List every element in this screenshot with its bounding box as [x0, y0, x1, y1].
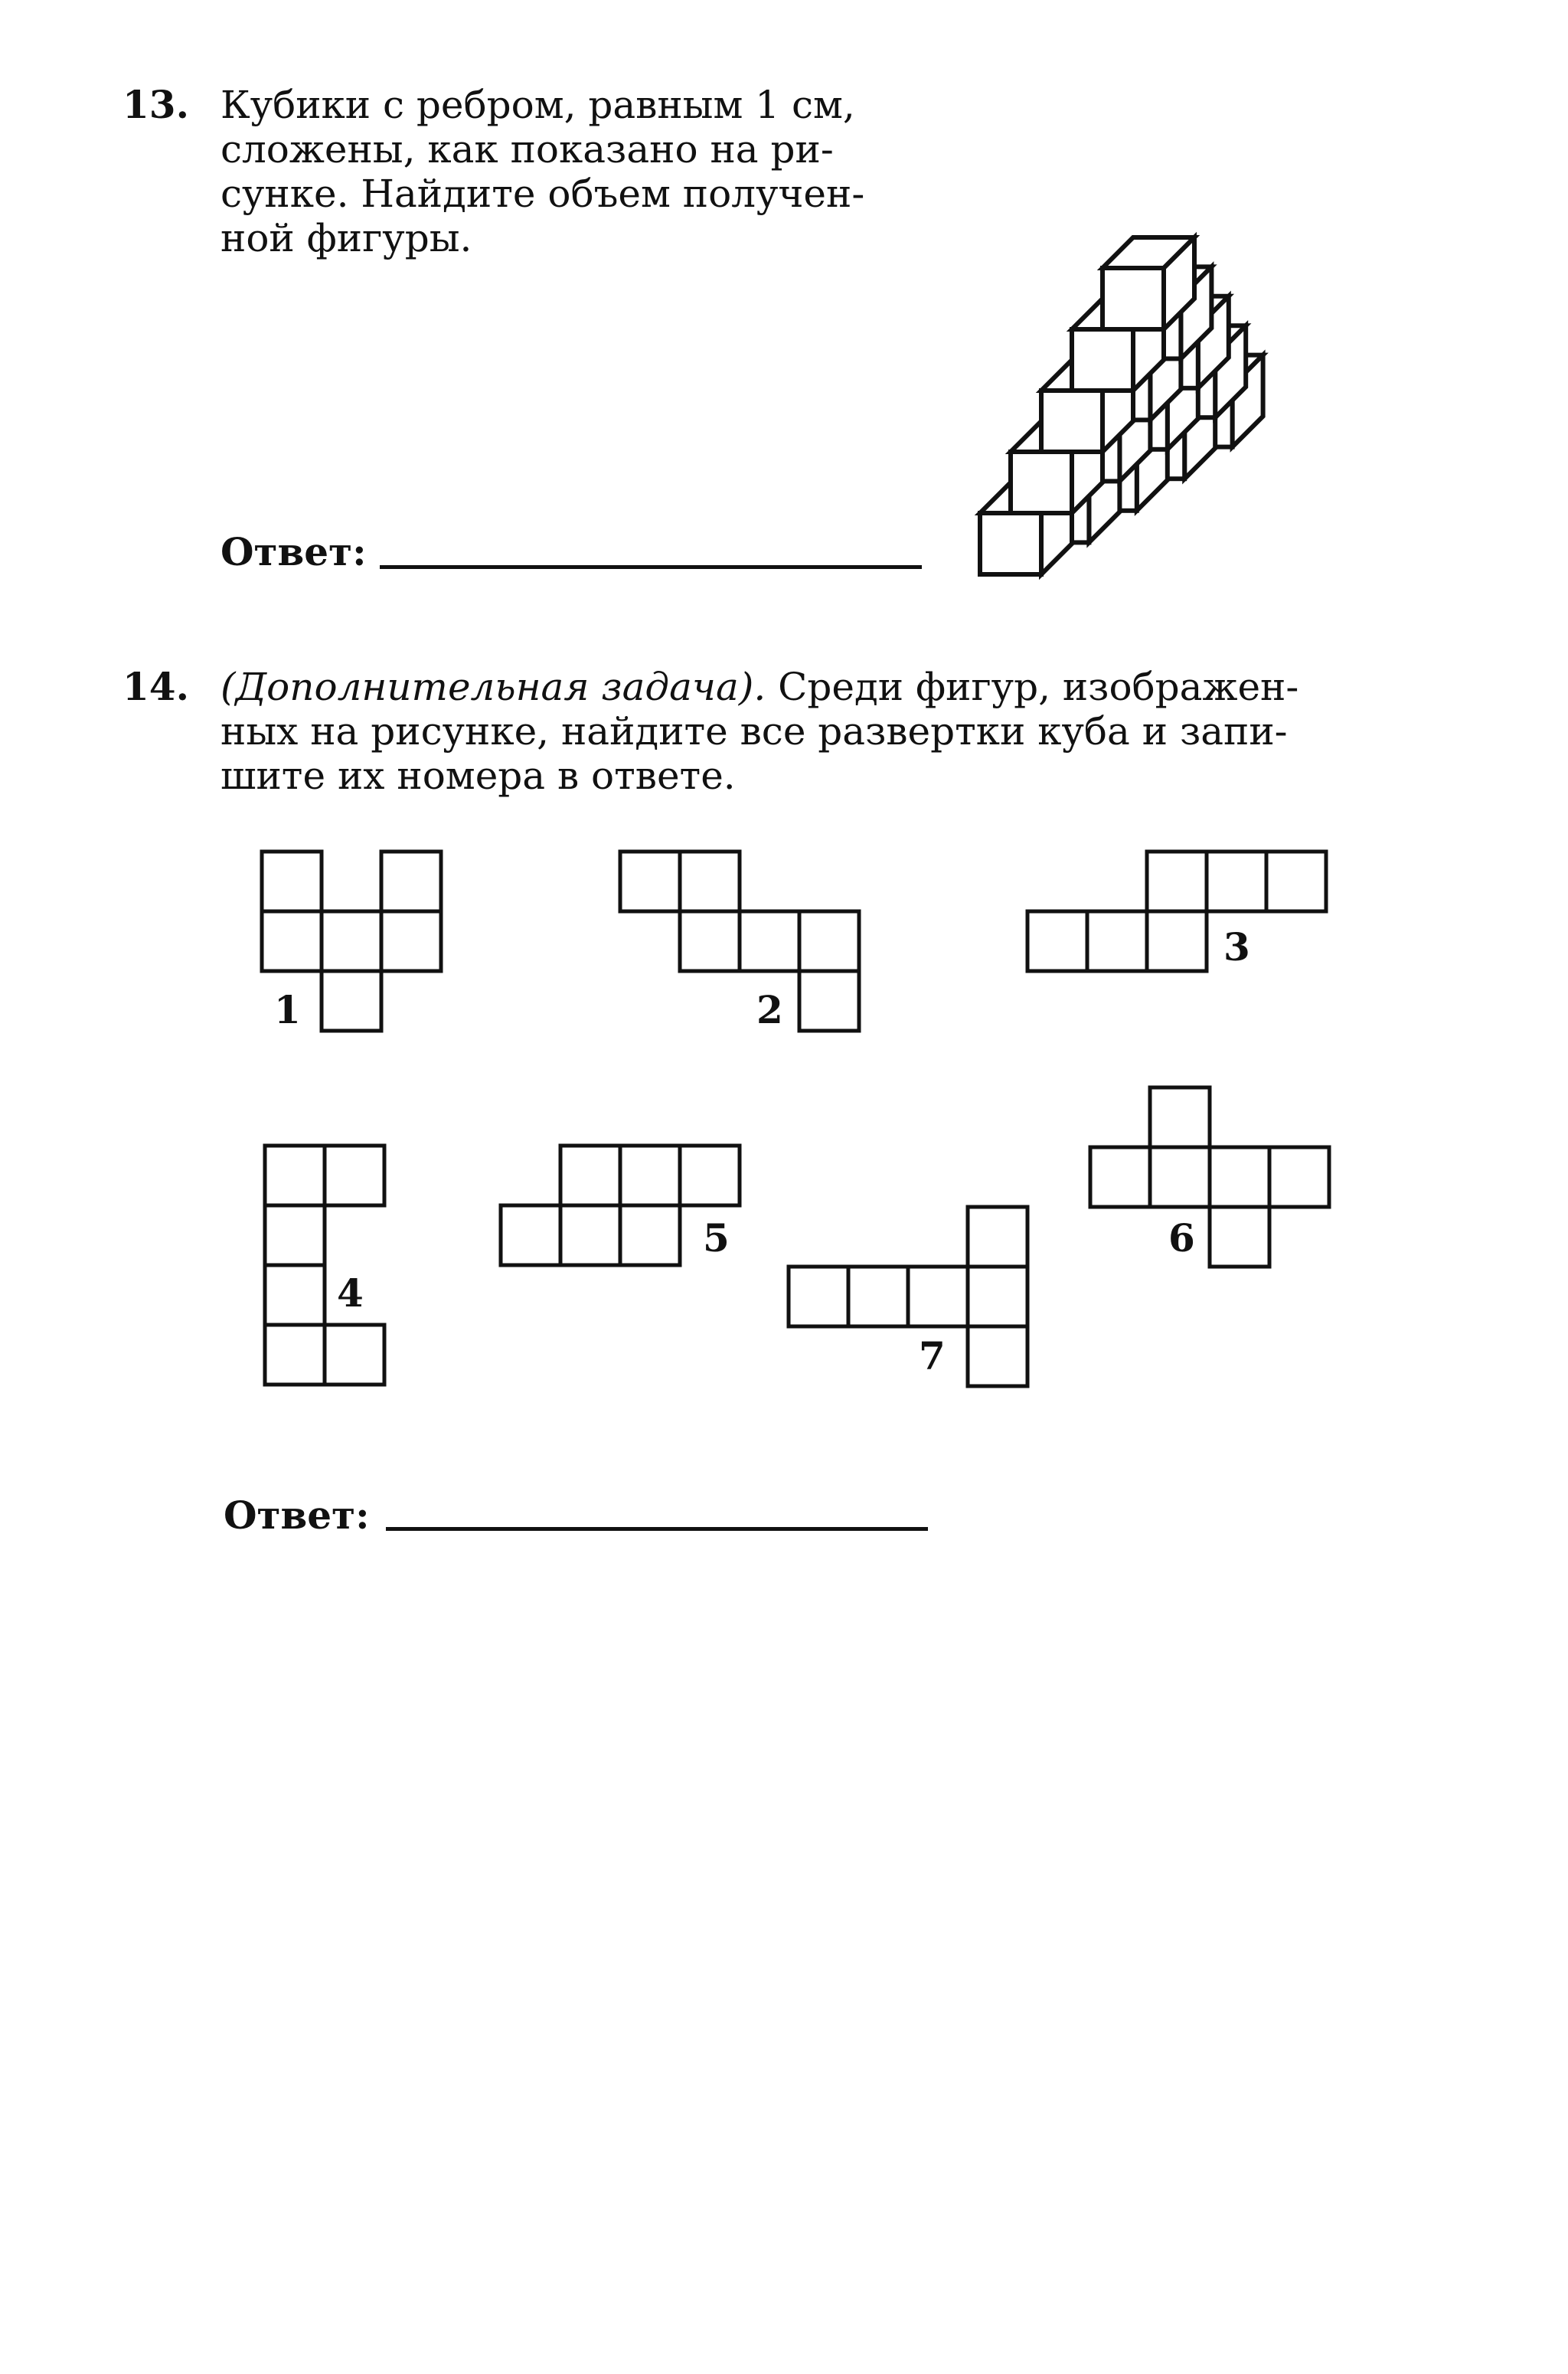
net-square [1087, 911, 1147, 971]
net-square [262, 911, 322, 971]
net-2 [620, 852, 859, 1031]
net-square [265, 1325, 325, 1385]
net-square [908, 1267, 968, 1326]
net-square [322, 971, 381, 1031]
problem-13-line-1: Кубики с ребром, равным 1 см, [220, 83, 855, 127]
net-label-7: 7 [919, 1333, 946, 1378]
net-square [325, 1146, 384, 1205]
net-4 [265, 1146, 384, 1385]
net-label-3: 3 [1223, 924, 1250, 970]
net-square [680, 911, 740, 971]
problem-14-number: 14. [122, 664, 189, 709]
problem-14-answer-label: Ответ: [224, 1493, 370, 1538]
net-square [1150, 1087, 1210, 1147]
net-square [1210, 1207, 1269, 1267]
net-square [620, 1205, 680, 1265]
net-square [1090, 1147, 1150, 1207]
net-square [620, 1146, 680, 1205]
net-square [322, 911, 381, 971]
net-square [680, 1146, 740, 1205]
net-square [325, 1325, 384, 1385]
net-square [799, 911, 859, 971]
net-label-1: 1 [274, 987, 301, 1032]
net-square [620, 852, 680, 911]
net-square [381, 911, 441, 971]
net-label-5: 5 [703, 1215, 730, 1261]
problem-14-line-1-rest: Среди фигур, изображен- [766, 665, 1299, 709]
net-6 [1090, 1087, 1329, 1267]
net-square [1027, 911, 1087, 971]
net-square [262, 852, 322, 911]
net-square [560, 1146, 620, 1205]
net-square [1147, 852, 1207, 911]
problem-14-line-3: шите их номера в ответе. [220, 754, 736, 798]
net-3 [1027, 852, 1326, 971]
net-label-4: 4 [337, 1270, 364, 1316]
problem-13-answer-label: Ответ: [220, 529, 367, 574]
net-square [501, 1205, 560, 1265]
net-label-6: 6 [1168, 1215, 1195, 1261]
net-square [265, 1265, 325, 1325]
net-square [1147, 911, 1207, 971]
problem-13-number: 13. [122, 82, 189, 127]
problem-14-answer-line[interactable] [386, 1527, 928, 1531]
net-square [799, 971, 859, 1031]
net-square [265, 1146, 325, 1205]
net-square [968, 1207, 1027, 1267]
problem-13-line-2: сложены, как показано на ри- [220, 127, 834, 172]
net-square [265, 1205, 325, 1265]
net-square [740, 911, 799, 971]
net-square [1269, 1147, 1329, 1207]
problem-13-line-4: ной фигуры. [220, 216, 472, 260]
net-square [1266, 852, 1326, 911]
net-square [1210, 1147, 1269, 1207]
net-square [560, 1205, 620, 1265]
net-square [789, 1267, 848, 1326]
net-7 [789, 1207, 1027, 1386]
problem-14-line-2: ных на рисунке, найдите все развертки куба и запи- [220, 709, 1288, 754]
net-square [680, 852, 740, 911]
net-square [968, 1326, 1027, 1386]
net-square [848, 1267, 908, 1326]
problem-14-extra-label: (Дополнительная задача). [220, 665, 766, 709]
net-square [381, 852, 441, 911]
net-square [968, 1267, 1027, 1326]
net-square [1207, 852, 1266, 911]
net-square [1150, 1147, 1210, 1207]
net-label-2: 2 [756, 987, 783, 1032]
problem-13-line-3: сунке. Найдите объем получен- [220, 172, 865, 216]
